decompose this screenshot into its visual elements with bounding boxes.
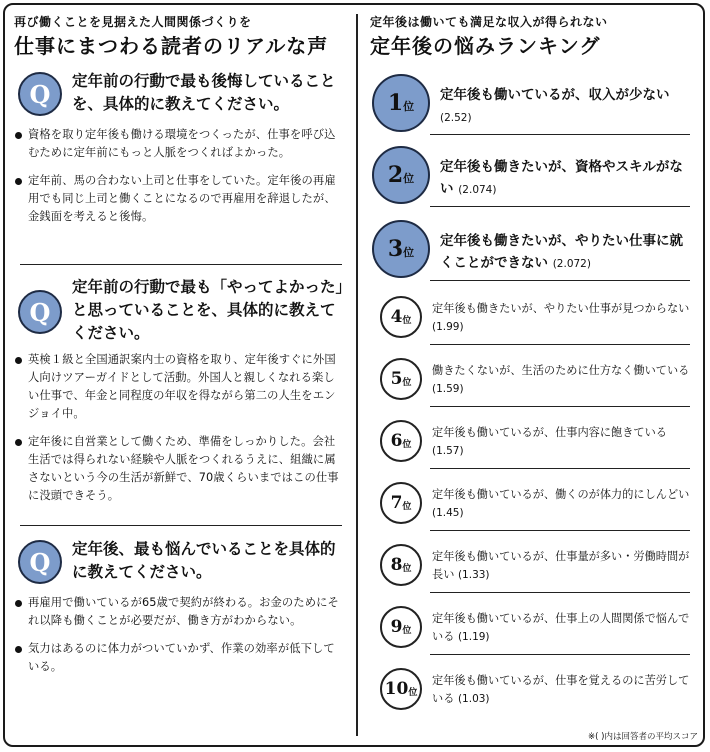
rank-text: 定年後も働いているが、仕事内容に飽きている (1.57) [432,426,667,457]
section-divider [20,264,342,265]
question-text: 定年前の行動で最も「やってよかった」と思っていることを、具体的に教えてください。 [72,278,344,342]
column-divider [356,14,358,736]
rank-score: (1.03) [457,693,490,705]
rank-item-2 [370,146,696,208]
rank-text: 定年後も働いているが、働くのが体力的にしんどい (1.45) [432,488,690,519]
right-title: 定年後の悩みランキング [370,34,601,58]
rank-badge-icon: 5 位 [380,358,422,400]
right-subtitle: 定年後は働いても満足な収入が得られない [370,15,608,29]
rank-underline [430,344,690,345]
rank-badge-icon: 3 位 [372,220,430,278]
rank-badge-icon: 2 位 [372,146,430,204]
rank-underline [430,468,690,469]
rank-item-7 [370,480,696,532]
rank-text: 定年後も働きたいが、やりたい仕事に就くことができない (2.072) [440,233,683,271]
ranking-column [370,12,696,705]
left-subtitle: 再び働くことを見据えた人間関係づくりを [14,15,252,29]
rank-underline [430,280,690,281]
rank-score: (1.57) [432,445,464,457]
question-block-1 [14,70,344,236]
answer-item: 気力はあるのに体力がついていかず、作業の効率が低下している。 [14,640,344,676]
rank-text: 定年後も働きたいが、やりたい仕事が見つからない (1.99) [432,302,690,333]
rank-underline [430,530,690,531]
rank-score: (1.99) [432,321,464,333]
rank-text: 定年後も働いているが、仕事量が多い・労働時間が長い (1.33) [432,550,690,581]
rank-text: 定年後も働いているが、仕事上の人間関係で悩んでいる (1.19) [432,612,690,643]
rank-item-5 [370,356,696,408]
rank-badge-icon: 8 位 [380,544,422,586]
rank-score: (1.59) [432,383,464,395]
rank-text: 定年後も働いているが、仕事を覚えるのに苦労している (1.03) [432,674,690,705]
question-text: 定年前の行動で最も後悔していることを、具体的に教えてください。 [72,72,336,113]
answer-list [14,594,344,676]
rank-score: (2.52) [440,112,472,124]
answer-item: 英検１級と全国通訳案内士の資格を取り、定年後すぐに外国人向けツアーガイドとして活動。外国人と親しくなれる楽しい仕事で、年金と同程度の年収を得ながら第二の人生をエンジョイ中。 [14,351,344,423]
rank-underline [430,206,690,207]
q-badge-icon: Q [18,290,62,334]
rank-score: (2.074) [458,184,497,196]
rank-underline [430,654,690,655]
rank-score: (2.072) [552,258,591,270]
reader-voices-column [14,12,344,673]
rank-item-3 [370,220,696,282]
answer-item: 定年後に自営業として働くため、準備をしっかりした。会社生活では得られない経験や人脈をつくれるうえに、組織に属さないという今の生活が新鮮で、70歳くらいまではこの仕事に没頭できそう。 [14,433,344,505]
section-divider [20,525,342,526]
rank-badge-icon: 4 位 [380,296,422,338]
answer-item: 定年前、馬の合わない上司と仕事をしていた。定年後の再雇用でも同じ上司と働くことになるので再雇用を辞退したが、金銭面を考えると後悔。 [14,172,344,226]
question-block-3 [14,538,344,686]
answer-item: 再雇用で働いているが65歳で契約が終わる。お金のためにそれ以降も働くことが必要だが、働き方がわからない。 [14,594,344,630]
rank-item-8 [370,542,696,594]
rank-item-9 [370,604,696,656]
rank-item-4 [370,294,696,346]
rank-score: (1.45) [432,507,464,519]
answer-list [14,351,344,505]
q-badge-icon: Q [18,72,62,116]
rank-underline [430,134,690,135]
rank-badge-icon: 9 位 [380,606,422,648]
rank-item-10 [370,666,696,718]
rank-badge-icon: 7 位 [380,482,422,524]
rank-badge-icon: 10 位 [380,668,422,710]
question-text: 定年後、最も悩んでいることを具体的に教えてください。 [72,540,336,581]
rank-text: 働きたくないが、生活のために仕方なく働いている (1.59) [432,364,690,395]
left-title: 仕事にまつわる読者のリアルな声 [14,34,329,58]
rank-badge-icon: 1 位 [372,74,430,132]
rank-underline [430,592,690,593]
question-block-2 [14,276,344,515]
answer-list [14,126,344,226]
rank-score: (1.19) [457,631,490,643]
rank-badge-icon: 6 位 [380,420,422,462]
score-footnote: ※( )内は回答者の平均スコア [588,732,698,742]
rank-text: 定年後も働きたいが、資格やスキルがない (2.074) [440,159,683,197]
answer-item: 資格を取り定年後も働ける環境をつくったが、仕事を呼び込むために定年前にもっと人脈をつくればよかった。 [14,126,344,162]
rank-score: (1.33) [457,569,490,581]
rank-text: 定年後も働いているが、収入が少ない (2.52) [440,87,670,124]
q-badge-icon: Q [18,540,62,584]
rank-item-6 [370,418,696,470]
rank-underline [430,406,690,407]
rank-item-1 [370,74,696,136]
